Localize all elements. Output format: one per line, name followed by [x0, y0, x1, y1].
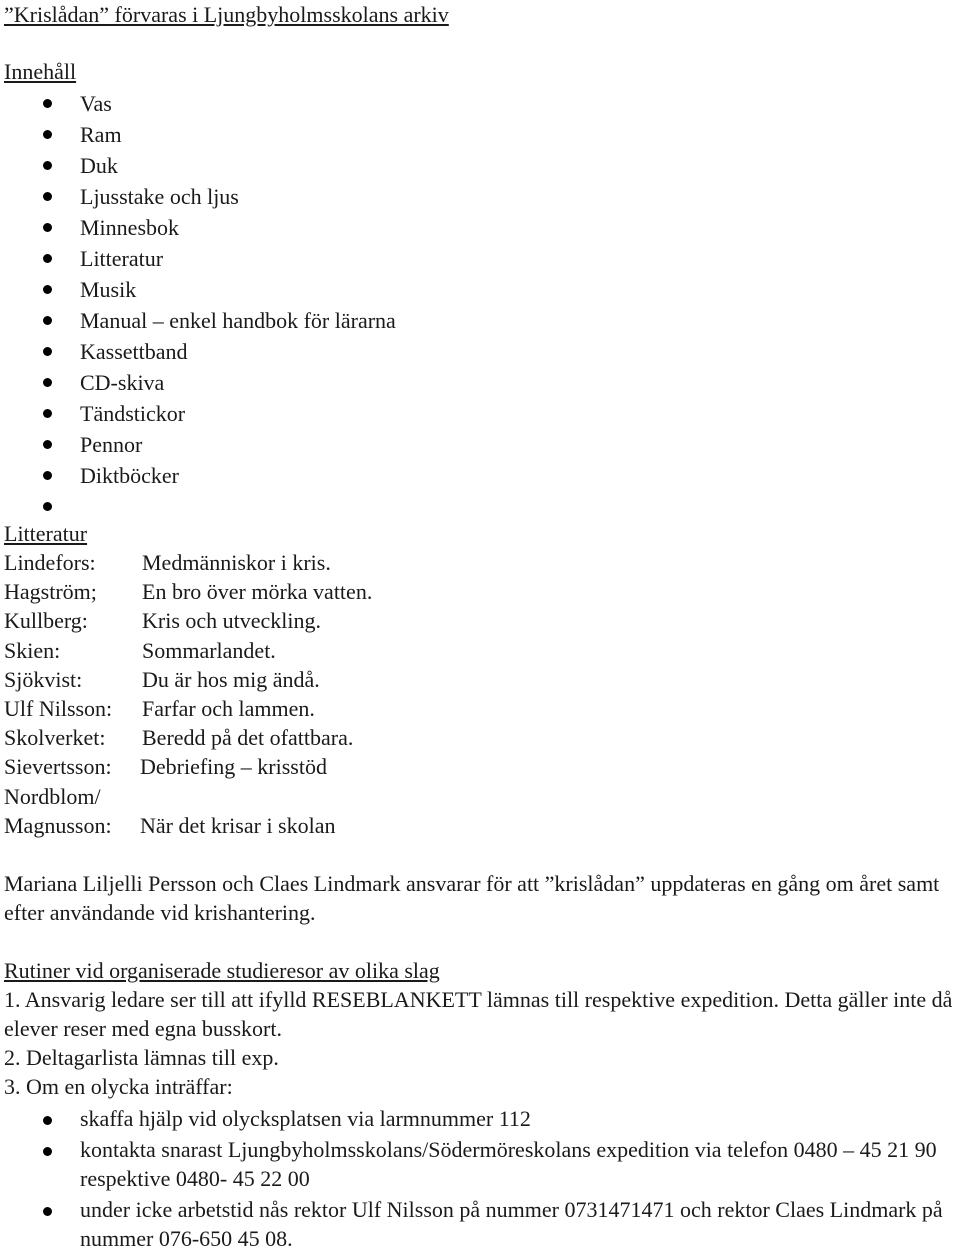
- bullet-icon: [43, 502, 52, 511]
- bullet-icon: [43, 409, 52, 418]
- literature-row: [4, 811, 372, 840]
- bullet-icon: [43, 471, 52, 480]
- contents-heading: Innehåll: [4, 59, 77, 84]
- routine-step-3: 3. Om en olycka inträffar:: [4, 1074, 233, 1099]
- literature-author: Magnusson:: [4, 812, 112, 838]
- literature-table: [4, 548, 372, 840]
- literature-author: Nordblom/: [4, 783, 101, 809]
- bullet-icon: [43, 99, 52, 108]
- literature-title: En bro över mörka vatten.: [142, 579, 373, 605]
- literature-title: Beredd på det ofattbara.: [142, 725, 354, 751]
- list-item: [4, 491, 396, 522]
- literature-author: Hagström;: [4, 579, 97, 605]
- routines-heading: Rutiner vid organiserade studieresor av olika slag: [4, 958, 440, 983]
- bullet-icon: [43, 130, 52, 139]
- bullet-icon: [43, 254, 52, 263]
- bullet-icon: [43, 1116, 52, 1125]
- list-item: Musik: [4, 274, 396, 305]
- list-item: Tändstickor: [4, 398, 396, 429]
- literature-author: Skolverket:: [4, 725, 106, 751]
- document-title: ”Krislådan” förvaras i Ljungbyholmsskolans arkiv: [4, 2, 449, 27]
- list-item: under icke arbetstid nås rektor Ulf Nilsson på nummer 0731471471 och rektor Claes Lindmark på nummer 076-650 45 08.: [4, 1195, 954, 1253]
- literature-row: [4, 694, 372, 723]
- list-item: Duk: [4, 150, 396, 181]
- bullet-icon: [43, 347, 52, 356]
- literature-title: Farfar och lammen.: [142, 695, 315, 721]
- literature-row: [4, 577, 372, 606]
- list-item: Litteratur: [4, 243, 396, 274]
- accident-steps-list: [4, 1104, 954, 1253]
- literature-title: Kris och utveckling.: [142, 608, 322, 634]
- list-item: Pennor: [4, 429, 396, 460]
- list-item: Kassettband: [4, 336, 396, 367]
- bullet-icon: [43, 440, 52, 449]
- literature-author: Ulf Nilsson:: [4, 695, 113, 721]
- list-item: CD-skiva: [4, 367, 396, 398]
- literature-title: Debriefing – krisstöd: [140, 754, 327, 780]
- literature-author: Sievertsson:: [4, 754, 112, 780]
- literature-row: [4, 606, 372, 635]
- literature-title: När det krisar i skolan: [140, 812, 336, 838]
- literature-row: [4, 636, 372, 665]
- list-item: kontakta snarast Ljungbyholmsskolans/Södermöreskolans expedition via telefon 0480 – 45 21 90 respektive 0480- 45 22 00: [4, 1135, 954, 1193]
- list-item: Vas: [4, 88, 396, 119]
- bullet-icon: [43, 1147, 52, 1156]
- bullet-icon: [43, 192, 52, 201]
- literature-title: Sommarlandet.: [142, 637, 276, 663]
- list-item: skaffa hjälp vid olycksplatsen via larmnummer 112: [4, 1104, 954, 1133]
- bullet-icon: [43, 316, 52, 325]
- list-item: Diktböcker: [4, 460, 396, 491]
- literature-row: [4, 782, 372, 811]
- bullet-icon: [43, 285, 52, 294]
- contents-list: [4, 88, 396, 522]
- literature-author: Sjökvist:: [4, 666, 83, 692]
- literature-title: Du är hos mig ändå.: [142, 666, 320, 692]
- literature-title: Medmänniskor i kris.: [142, 550, 331, 575]
- bullet-icon: [43, 378, 52, 387]
- bullet-icon: [43, 223, 52, 232]
- literature-heading: Litteratur: [4, 521, 88, 546]
- literature-author: Lindefors:: [4, 550, 96, 575]
- literature-author: Kullberg:: [4, 608, 88, 634]
- list-item: Ljusstake och ljus: [4, 181, 396, 212]
- literature-row: [4, 548, 372, 577]
- responsibility-paragraph: Mariana Liljelli Persson och Claes Lindmark ansvarar för att ”krislådan” uppdateras en gång om året samt efter användande vid krishantering.: [4, 871, 940, 925]
- literature-row: [4, 723, 372, 752]
- routine-step-2: 2. Deltagarlista lämnas till exp.: [4, 1045, 279, 1070]
- literature-author: Skien:: [4, 637, 61, 663]
- literature-row: [4, 752, 372, 781]
- list-item: Manual – enkel handbok för lärarna: [4, 305, 396, 336]
- routine-step-1: 1. Ansvarig ledare ser till att ifylld RESEBLANKETT lämnas till respektive expedition. Detta gäller inte då elever reser med egna busskort.: [4, 987, 953, 1041]
- list-item: Minnesbok: [4, 212, 396, 243]
- bullet-icon: [43, 161, 52, 170]
- bullet-icon: [43, 1207, 52, 1216]
- literature-row: [4, 665, 372, 694]
- list-item: Ram: [4, 119, 396, 150]
